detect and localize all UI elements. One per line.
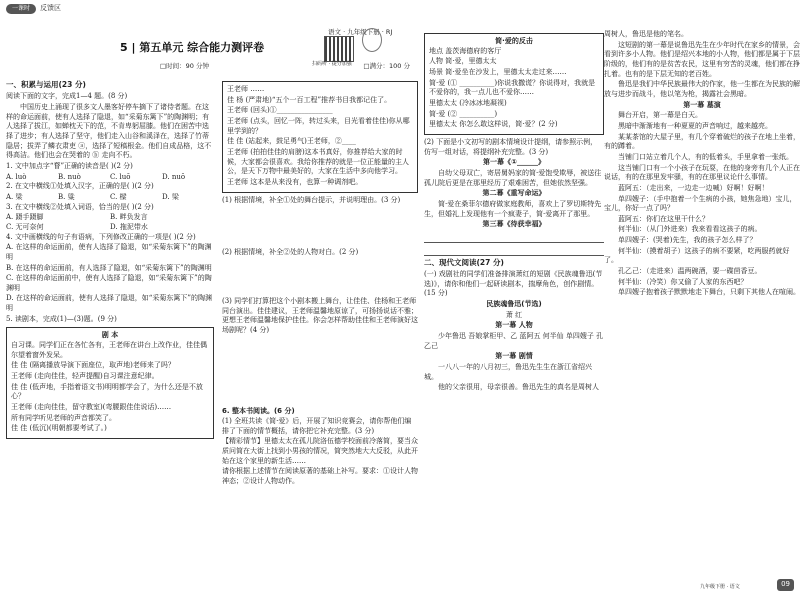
box-title: 简·爱的反击 xyxy=(495,37,533,45)
box-line: 里德太太 (冷冰冰地凝视) xyxy=(429,98,507,107)
full-score: □满分：100 分 xyxy=(363,62,410,70)
stage-line: 何半仙：（从门外进来）我来看看这孩子的病。 xyxy=(618,225,762,234)
script-line: 佳 杨 (严肃地)“五个一百工程”推荐书目我都记住了。 xyxy=(227,95,392,104)
act-3-title: 第三幕《待获幸福》 xyxy=(482,220,546,229)
stage-line: 舞台开启，第一幕是白天。 xyxy=(618,111,702,120)
script-continued-box xyxy=(222,81,418,193)
option[interactable]: C. 樑 xyxy=(110,192,127,201)
column-4 xyxy=(604,30,800,299)
answer-space[interactable] xyxy=(222,206,418,248)
question-3: 3. 在文中横线②处填入词语，恰当的是( )(2 分) xyxy=(6,202,154,211)
drama-title: 民族魂鲁迅(节选) xyxy=(486,300,542,309)
script-box xyxy=(6,327,214,439)
option[interactable]: D. 在这样的命运面前，使有人选择了隐退，如“采菊东篱下”的陶渊明 xyxy=(6,294,212,313)
stage-line: 何半仙：（冷笑）你又偷了人家的东西吧？ xyxy=(618,277,748,286)
stage-line: 孔乙己：（走进来）温两碗酒，要一碟茴香豆。 xyxy=(618,267,762,276)
paragraph: 这短剧的第一幕是说鲁迅先生在少年时代在家乡的情景，会看到许多小人物。他们是绍兴本地的小人物，他们都是属于下层阶级的，他们有的是贫苦农民，这里有穷苦的灵魂，他们都在挣扎着。也有的是下层无知的老百姓。 xyxy=(604,40,800,78)
cast-heading: 第一幕 人物 xyxy=(495,321,533,330)
column-2 xyxy=(222,78,418,488)
script-line: 自习课。同学们正在各忙各有，王老师在讲台上改作业，佳佳偶尔望着窗外发呆。 xyxy=(11,341,207,359)
stage-line: 何半仙：（摸着胡子）这孩子的病不要紧，吃两服药就好了。 xyxy=(604,246,790,265)
script-line: 佳 佳 (隔离播放导演下面座位，取声地)老师来了吗？ xyxy=(11,361,175,370)
option[interactable]: D. nuō xyxy=(162,172,186,181)
option[interactable]: C. 无可奈何 xyxy=(6,222,44,231)
question-2: 2. 在文中横线①处填入汉字，正确的是( )(2 分) xyxy=(6,182,154,191)
option[interactable]: A. 蹑手蹑脚 xyxy=(6,213,44,222)
column-3 xyxy=(424,30,604,394)
stage-line: 单四嫂子：(哭着)先生，我的孩子怎么样了？ xyxy=(618,236,757,245)
time-limit: □时间：90 分钟 xyxy=(160,62,209,70)
question-5-2: (2) 根据情境，补全②处的人物对白。(2 分) xyxy=(222,248,359,257)
scene-heading: 第一幕 剧情 xyxy=(495,352,533,361)
question-6-2: (2) 下面是小文初写的剧本情境设计提纲，请参照示例，仿写一组对话，将提纲补充完整。(3 分) xyxy=(424,137,598,156)
reading-intro: 阅读下面的文字，完成1—4 题。(8 分) xyxy=(6,92,128,101)
answer-space[interactable] xyxy=(222,337,418,407)
answer-space[interactable] xyxy=(222,259,418,297)
box-line: 人物 简·爱，里德太太 xyxy=(429,57,497,66)
box-line: 地点 盖茨海德府的客厅 xyxy=(429,46,502,55)
option[interactable]: A. 梁 xyxy=(6,192,23,201)
script-line: 王老师 …… xyxy=(227,85,265,93)
plot-summary: 【精彩情节】里德太太在孤儿院洛伍德学校面前冷落简，要当众质问简在大街上找到小男孩的情况，简突然地大大反驳，从此开始在这个家里的新生活…… xyxy=(222,437,418,465)
script-line: 王老师 (点头，回忆一阵，转过头来，目光看着佳佳)你从哪里学到的？ xyxy=(227,116,410,135)
drama-author: 萧 红 xyxy=(505,310,523,319)
stage-line: 单四嫂子抱着孩子默默地走下舞台，只剩下其他人在喧闹。 xyxy=(618,288,800,297)
option[interactable]: A. luò xyxy=(6,172,27,181)
paragraph: 周树人，鲁迅是他的笔名。 xyxy=(604,30,688,38)
question-5: 5. 读剧本，完成(1)—(3)题。(9 分) xyxy=(6,314,117,323)
question-1: 1. 文中加点字“瞀”正确的读音是( )(2 分) xyxy=(6,161,133,170)
column-1 xyxy=(6,78,214,442)
mascot-icon xyxy=(362,28,382,52)
book-label: 语文 · 九年级下册 · RJ xyxy=(328,28,393,36)
page-header xyxy=(6,2,61,16)
act-1-text: 自幼父母双亡，寄居舅妈家的简·爱饱受欺辱，被送往孤儿院后更是在那里经历了艰难困苦，但她依然坚强。 xyxy=(424,168,602,187)
stage-line: 蓝阿五：你们在这里干什么？ xyxy=(618,214,709,223)
act-title: 第一幕 墓演 xyxy=(683,100,721,109)
scene-text: 一八八一年的八月初三，鲁迅先生生在浙江省绍兴城。 xyxy=(424,363,592,381)
question-6-1: (1) 全班共读《简·爱》后，开展了知识竞赛会，请你帮他们编排了下面的情节概括，请你把它补充完整。(3 分) xyxy=(222,417,412,435)
stage-line: 单四嫂子：（手中抱着一个生病的小孩，她焦急地）宝儿，宝儿，你好一点了吗？ xyxy=(604,194,797,213)
box-line: 简·爱 (② __________) xyxy=(429,109,498,118)
option[interactable]: A. 在这样的命运面前，使有人选择了隐退，如“采菊东篱下”的陶渊明 xyxy=(6,243,212,261)
qr-label: 扫码听 · 提分加强 xyxy=(312,61,352,67)
act-1-title: 第一幕《①______》 xyxy=(483,158,545,167)
stage-line: 蓝阿五：（走出来，一边走一边喊）好啊！好啊！ xyxy=(618,183,769,192)
stage-line: 当铺门口站立着几个人，有的低着头，手里拿着一张纸。 xyxy=(618,152,793,161)
page-number: 09 xyxy=(777,579,794,591)
reading-passage: 中国历史上涌现了很多文人墨客好停车摘下了诸侍者题。在这样的命运面前，使有人选择了隐退，如“采菊东篱下”的陶渊明；有人选择了拔江，如蝉枕天下的范，不肯卑躬屈膝。他们在困苦中选择了进步；有人选择了坚守，他们走入山谷和溪泽在，选择了竹蒂隐居；拔弄了鳞衣肃吏 ⓐ，选择了短稿根金。他们自成品格，这不得高洁。他们也会在哭着的 ⓑ 走向不朽。 xyxy=(6,103,212,160)
q1-options xyxy=(6,173,214,183)
footer-label: 九年级下册 · 语文 xyxy=(700,584,740,591)
box-line: 里德太太 你怎么敢这样说，简·爱？(2 分) xyxy=(429,120,558,129)
script-line: 王老师 (走向佳佳，轻声提醒)自习课注意纪律。 xyxy=(11,372,159,381)
plot-requirement: 请你根据上述情节在阅读原著的基础上补写。要求：①设计人物神态；②设计人物动作。 xyxy=(222,467,418,486)
act-2-title: 第二幕《重写命运》 xyxy=(482,189,546,198)
section-heading: 二、现代文阅读(27 分) xyxy=(424,257,504,267)
option[interactable]: B. 畔负发言 xyxy=(110,213,148,222)
option[interactable]: B. nuò xyxy=(58,172,81,181)
qr-code-icon[interactable] xyxy=(324,36,354,62)
q3-options xyxy=(6,213,214,232)
header-badge: 一课时 xyxy=(6,4,36,14)
exam-title: 5 | 第五单元 综合能力测评卷 xyxy=(120,41,265,54)
question-4: 4. 文中画横线的句子有语病，下列修改正确的一项是( )(2 分) xyxy=(6,232,196,241)
option[interactable]: C. luō xyxy=(110,172,131,181)
stage-line: 这当铺门口有一个小孩子在玩耍，在他的身旁有几个人正在说话，有的在那里发牢骚，有的在那里议论什么事情。 xyxy=(604,163,800,182)
option[interactable]: B. 在这样的命运面前，有人选择了隐退，如“采菊东篱下”的陶渊明 xyxy=(6,263,212,272)
script-line: 王老师 (走向佳佳，留守教室)(弯腰跟佳佳说话)…… xyxy=(11,403,172,412)
time-score-bar xyxy=(160,62,410,71)
question-5-3: (3) 同学们打算把这个小剧本搬上舞台，让佳佳、佳杨和王老师同台演出。佳佳建议，王老师温馨地原谅了，可扬扬说话不雅；更想王老师温馨地保护佳佳。你会怎样帮助佳佳和王老师演好这场剧呢？(4 分) xyxy=(222,296,418,334)
question-6: 6. 整本书阅读。(6 分) xyxy=(222,406,295,415)
box-line: 简·爱 (① __________)你说我撒谎？你说得对，我就是不爱你的，我一点儿也不爱你…… xyxy=(429,78,596,97)
script-line: 所有同学听见老师的声音都笑了。 xyxy=(11,413,116,422)
option[interactable]: B. 粱 xyxy=(58,192,75,201)
q2-options xyxy=(6,193,214,203)
script-line: 王老师 (回头)①________________ xyxy=(227,106,333,115)
jane-eyre-box xyxy=(424,33,604,135)
stage-line: 某某茶馆的大屋子里，有几个穿着破烂的孩子在地上坐着，有的蹲着。 xyxy=(604,132,800,151)
reading-intro: (一) 戏剧社的同学们准备排演萧红的短剧《民族魂鲁迅(节选)》，请你和他们一起研读剧本，揣摩角色，创作剧情。(15 分) xyxy=(424,270,603,298)
section-heading: 一、积累与运用(23 分) xyxy=(6,80,86,89)
paragraph: 鲁迅是我们中华民族最伟大的作家，他一生都在为民族的解放与进步而战斗，他以笔为枪，揭露社会黑暗。 xyxy=(604,80,800,98)
script-line: 佳 佳 (站起来，鼓足勇气)王老师，②____ xyxy=(227,137,356,146)
script-line: 王老师 这本是从来没有，也算一种调剂吧。 xyxy=(227,177,363,186)
stage-line: 黑暗中渐渐地有一种夏夏的声音响过，越来越亮。 xyxy=(618,121,772,130)
question-5-1: (1) 根据情境，补全①处的舞台提示，并说明理由。(3 分) xyxy=(222,195,401,204)
box-line: 场景 简·爱坐在沙发上，里德太太走过来…… xyxy=(429,67,567,76)
answer-line[interactable] xyxy=(424,232,604,243)
script-line: 佳 佳 (低声地，手指着语文书)明明都学会了，为什么还是不放心？ xyxy=(11,382,203,401)
act-2-text: 简·爱在桑菲尔德府做家庭教师，喜欢上了罗切斯特先生，但婚礼上发现他有一个疯妻子，简·爱离开了那里。 xyxy=(424,199,602,218)
header-section: 反馈区 xyxy=(40,4,62,13)
option[interactable]: C. 在这样的命运面前中，使有人选择了隐退，如“采菊东篱下”的陶渊明 xyxy=(6,274,212,292)
script-line: 佳 佳 (低沉)(明朝都要考试了。) xyxy=(11,424,107,433)
script-line: 王老师 (拍拍佳佳的肩膀)这本书真好，你推荐给大家的时候，大家都会很喜欢。我给你推荐的就是一位正能量的主人公，是天下万物中最美好的，大家在生活中多向他学习。 xyxy=(227,147,409,176)
script-title: 剧 本 xyxy=(101,331,119,340)
scene-text: 他的父亲很用，母亲很善。鲁迅先生的真名是周树人 xyxy=(438,383,599,392)
answer-line[interactable] xyxy=(424,245,604,256)
cast-list: 少年鲁迅 吾娘掌柜甲、乙 蓝阿五 何半仙 单四嫂子 孔乙己 xyxy=(424,332,604,350)
option[interactable]: D. 梁 xyxy=(162,192,179,201)
option[interactable]: D. 拖泥带水 xyxy=(110,222,148,231)
